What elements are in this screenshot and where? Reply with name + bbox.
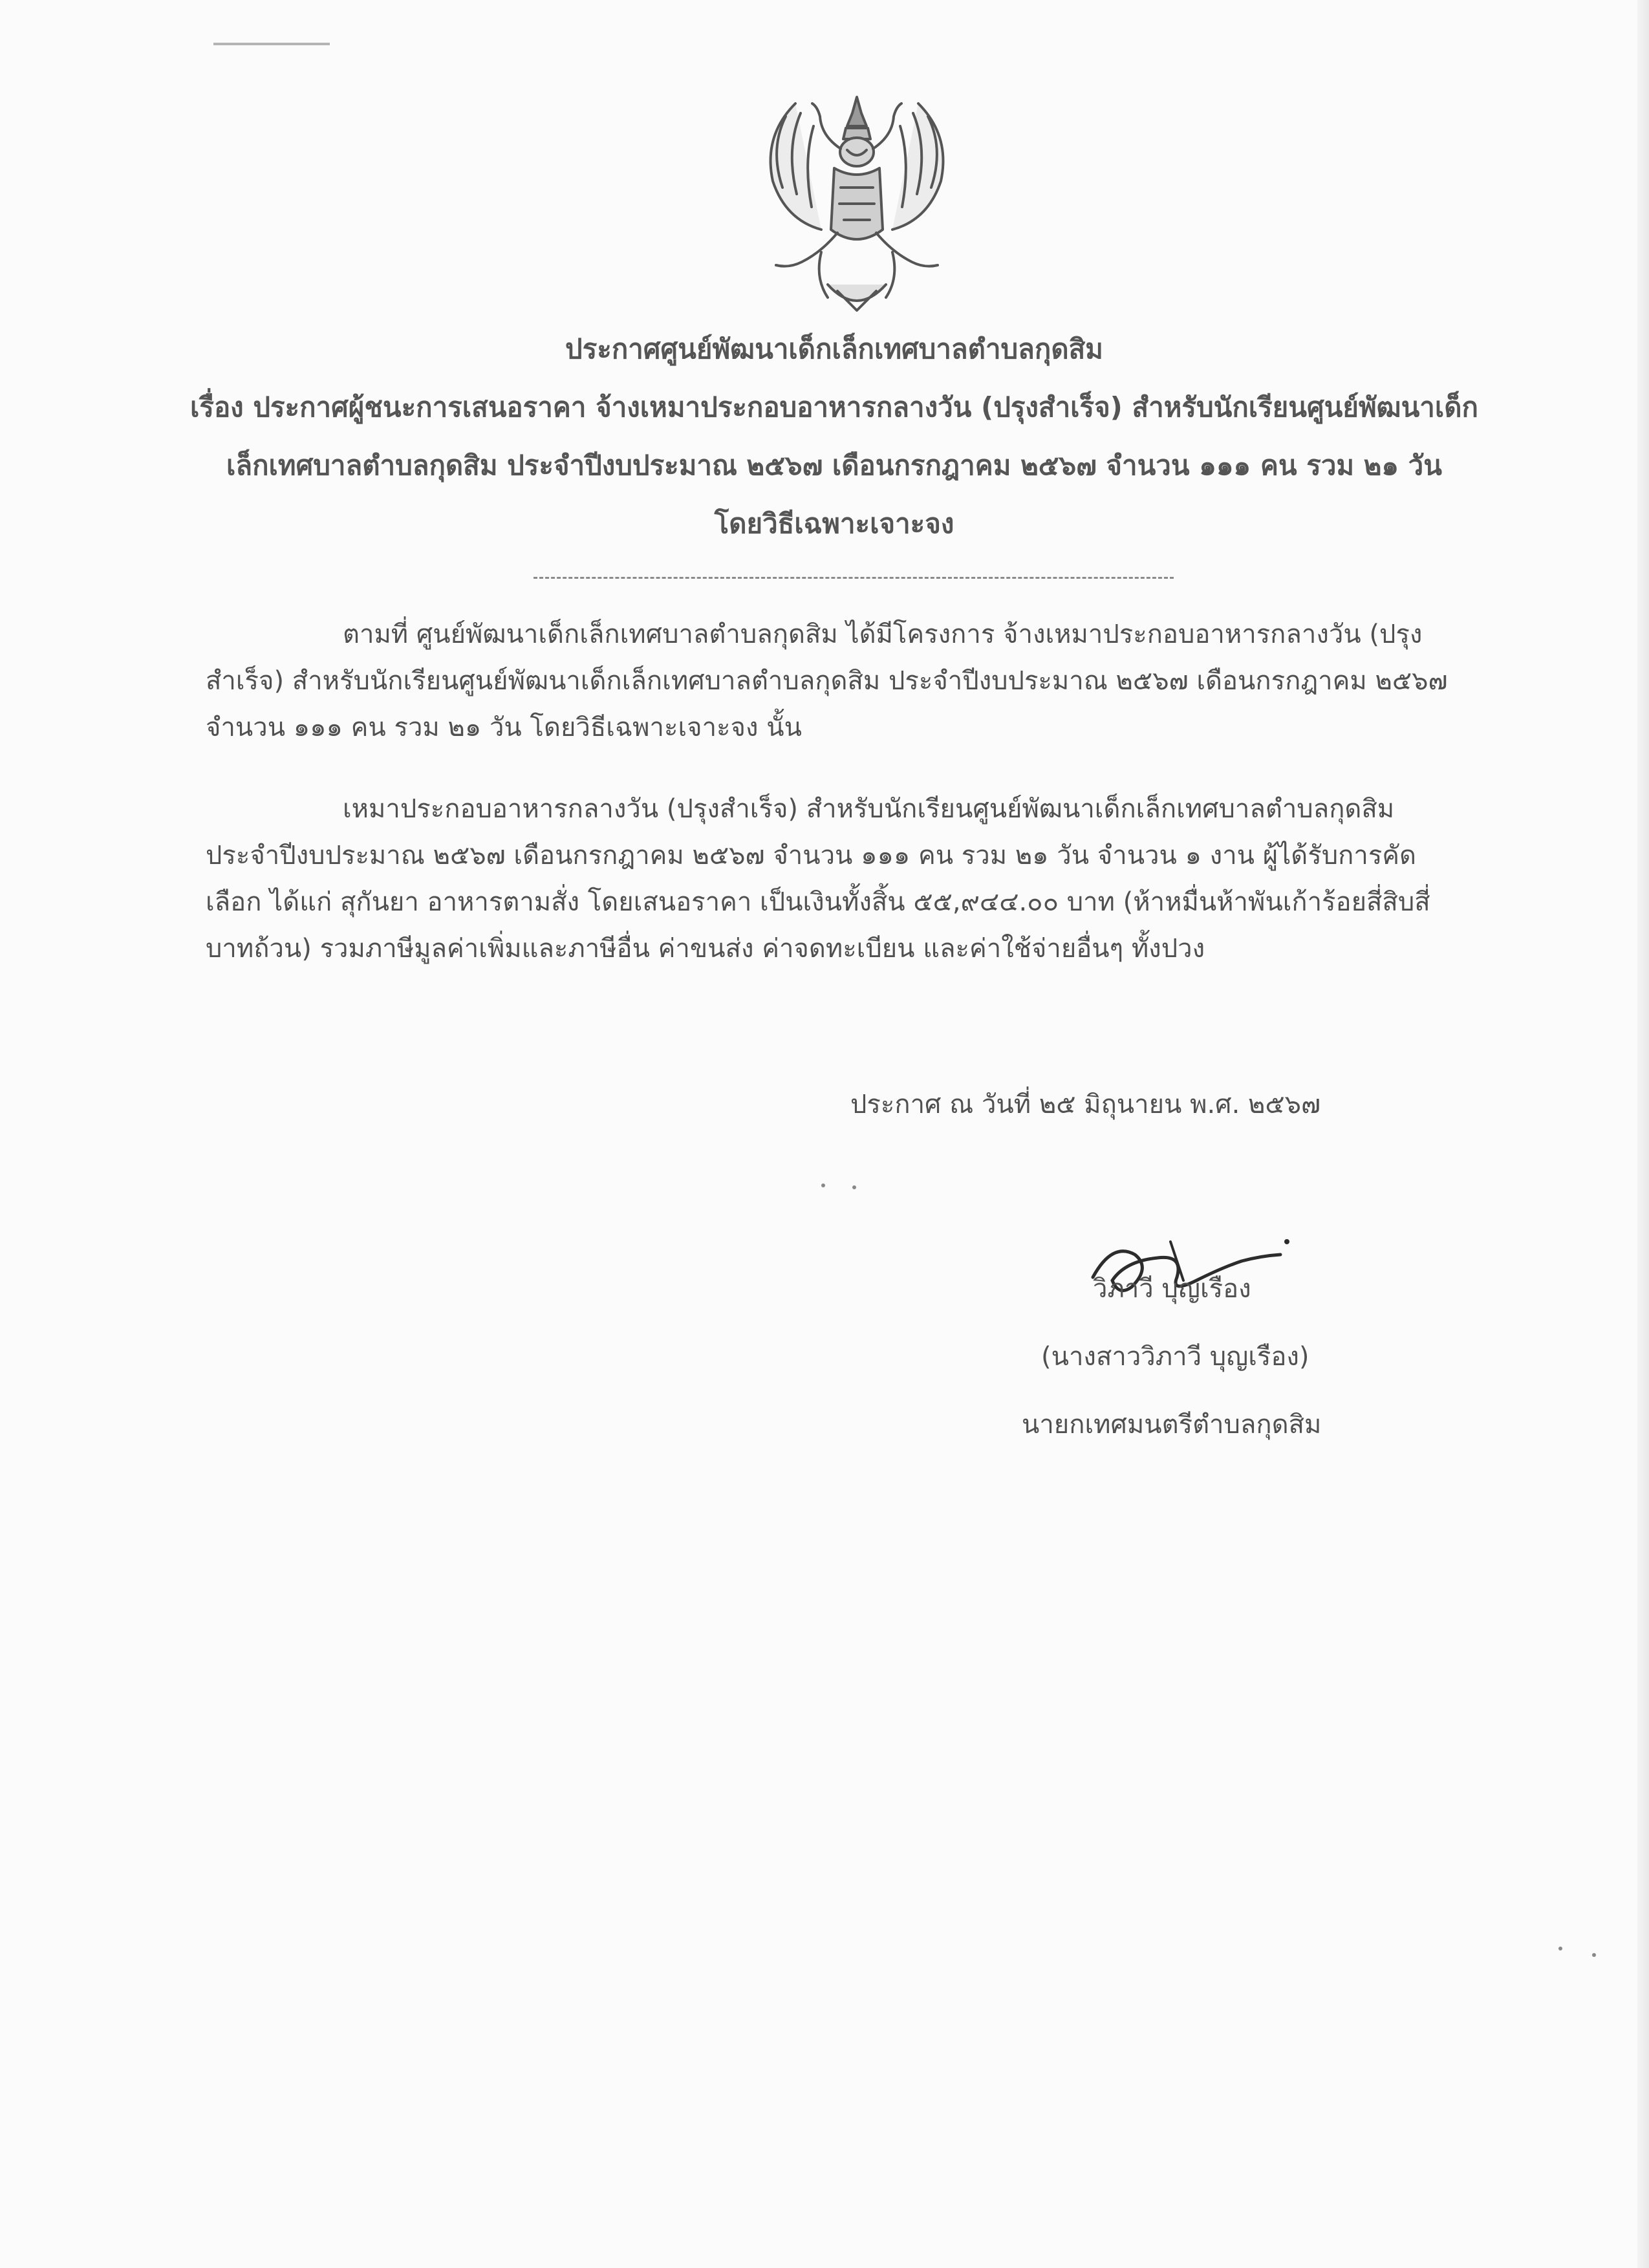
scan-mark <box>213 43 330 45</box>
paragraph-2-line-1: เหมาประกอบอาหารกลางวัน (ปรุงสำเร็จ) สำหรับนักเรียนศูนย์พัฒนาเด็กเล็กเทศบาลตำบลกุดสิม <box>343 794 1395 824</box>
paragraph-1-line-1: ตามที่ ศูนย์พัฒนาเด็กเล็กเทศบาลตำบลกุดสิม ได้มีโครงการ จ้างเหมาประกอบอาหารกลางวัน (ปรุง <box>343 620 1423 649</box>
paragraph-1-line-3: จำนวน ๑๑๑ คน รวม ๒๑ วัน โดยวิธีเฉพาะเจาะจง นั้น <box>206 713 802 742</box>
subject-line-2: เล็กเทศบาลตำบลกุดสิม ประจำปีงบประมาณ ๒๕๖๗ เดือนกรกฎาคม ๒๕๖๗ จำนวน ๑๑๑ คน รวม ๒๑ วัน <box>226 449 1442 481</box>
garuda-emblem-icon <box>750 91 964 317</box>
scan-speck <box>852 1185 856 1189</box>
scan-speck <box>1558 1947 1562 1950</box>
paragraph-1-line-2: สำเร็จ) สำหรับนักเรียนศูนย์พัฒนาเด็กเล็กเทศบาลตำบลกุดสิม ประจำปีงบประมาณ ๒๕๖๗ เดือนกรกฎาคม ๒๕๖๗ <box>206 666 1448 696</box>
signature-name: วิภาวี บุญเรือง <box>1093 1274 1251 1304</box>
scan-edge-shadow <box>1637 0 1649 2268</box>
document-title: ประกาศศูนย์พัฒนาเด็กเล็กเทศบาลตำบลกุดสิม <box>565 333 1103 365</box>
paragraph-2-line-3: เลือก ได้แก่ สุกันยา อาหารตามสั่ง โดยเสนอราคา เป็นเงินทั้งสิ้น ๕๕,๙๔๔.๐๐ บาท (ห้าหมื่นห้าพันเก้าร้อยสี่สิบสี่ <box>206 887 1430 917</box>
scan-speck <box>821 1183 825 1187</box>
signatory-full-name: (นางสาววิภาวี บุญเรือง) <box>1041 1342 1310 1372</box>
header-divider <box>534 577 1174 579</box>
scan-speck <box>1592 1953 1596 1957</box>
subject-line-1: เรื่อง ประกาศผู้ชนะการเสนอราคา จ้างเหมาประกอบอาหารกลางวัน (ปรุงสำเร็จ) สำหรับนักเรียนศูนย์พัฒนาเด็ก <box>190 391 1478 423</box>
signatory-position: นายกเทศมนตรีตำบลกุดสิม <box>1022 1410 1322 1440</box>
announcement-date: ประกาศ ณ วันที่ ๒๕ มิถุนายน พ.ศ. ๒๕๖๗ <box>850 1090 1321 1119</box>
paragraph-2-line-4: บาทถ้วน) รวมภาษีมูลค่าเพิ่มและภาษีอื่น ค่าขนส่ง ค่าจดทะเบียน และค่าใช้จ่ายอื่นๆ ทั้งปวง <box>206 934 1205 964</box>
subject-line-3: โดยวิธีเฉพาะเจาะจง <box>714 508 954 539</box>
paragraph-2-line-2: ประจำปีงบประมาณ ๒๕๖๗ เดือนกรกฎาคม ๒๕๖๗ จำนวน ๑๑๑ คน รวม ๒๑ วัน จำนวน ๑ งาน ผู้ได้รับการคัด <box>206 841 1417 870</box>
document-header <box>162 320 1507 553</box>
